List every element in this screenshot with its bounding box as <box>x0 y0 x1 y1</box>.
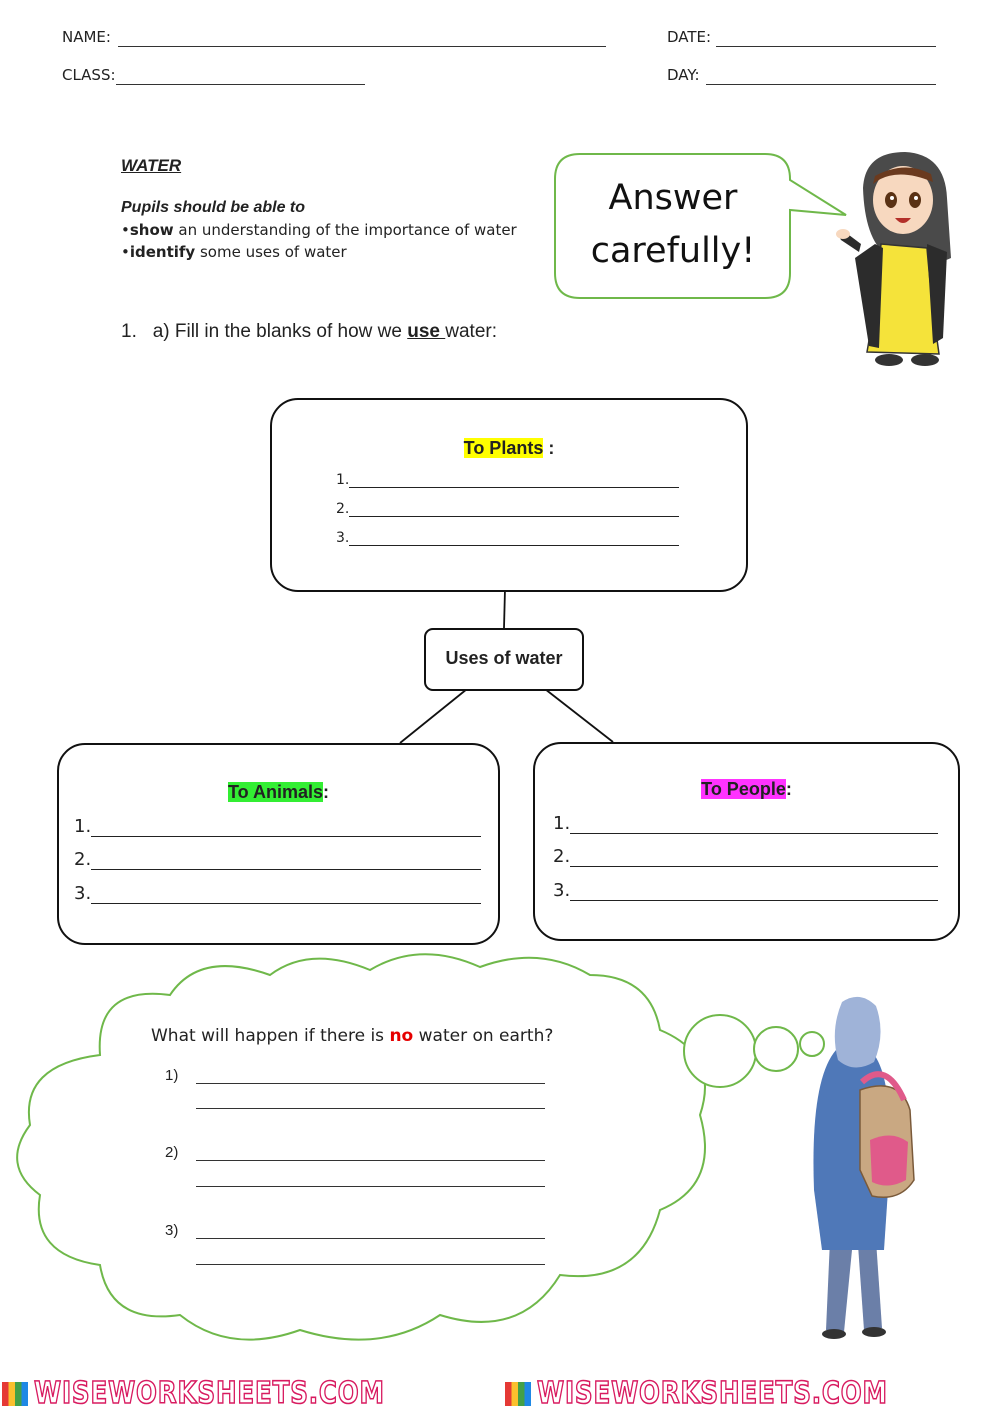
thought-cloud <box>0 945 830 1365</box>
brand-logo-icon <box>2 1382 28 1406</box>
plants-label: To Plants : <box>463 438 555 458</box>
speech-line-1: Answer <box>608 178 738 218</box>
brand-logo-icon-2 <box>505 1382 531 1406</box>
cloud-answer-1a[interactable] <box>196 1083 545 1084</box>
people-box <box>533 742 960 941</box>
cloud-item-2-label: 2) <box>165 1144 179 1161</box>
cloud-answer-2b[interactable] <box>196 1186 545 1187</box>
thinking-girl-illustration <box>800 990 930 1350</box>
animals-label: To Animals: <box>227 782 329 802</box>
plants-answer-2[interactable]: 2. <box>336 501 679 517</box>
cloud-item-3-label: 3) <box>165 1222 179 1239</box>
people-answer-1[interactable]: 1. <box>553 813 938 834</box>
people-answer-3[interactable]: 3. <box>553 880 938 901</box>
animals-answer-1[interactable]: 1. <box>74 816 481 837</box>
people-label: To People: <box>701 779 792 799</box>
question-number: 1. <box>121 321 137 342</box>
objective-1: •show an understanding of the importance of water <box>121 221 517 239</box>
cloud-item-1-label: 1) <box>165 1067 179 1084</box>
question-text: a) Fill in the blanks of how we <box>152 321 408 342</box>
plants-box <box>270 398 748 592</box>
objective-2: •identify some uses of water <box>121 243 347 261</box>
day-label: DAY: <box>667 66 700 84</box>
question-suffix: water: <box>445 321 497 342</box>
uses-of-water-label: Uses of water <box>445 648 563 668</box>
animals-answer-2[interactable]: 2. <box>74 849 481 870</box>
footer-brand-strip <box>0 1376 1000 1410</box>
animals-answer-3[interactable]: 3. <box>74 883 481 904</box>
cloud-answer-3b[interactable] <box>196 1264 545 1265</box>
question-keyword: use <box>407 321 446 342</box>
cloud-answer-1b[interactable] <box>196 1108 545 1109</box>
topic-title: WATER <box>121 156 182 175</box>
animals-box <box>57 743 500 945</box>
speech-line-2: carefully! <box>590 231 756 271</box>
objectives-heading: Pupils should be able to <box>121 199 306 216</box>
date-label: DATE: <box>667 28 712 46</box>
class-label: CLASS: <box>62 66 116 84</box>
cloud-answer-2a[interactable] <box>196 1160 545 1161</box>
cloud-question: What will happen if there is no water on earth? <box>151 1026 554 1046</box>
people-answer-2[interactable]: 2. <box>553 846 938 867</box>
name-label: NAME: <box>62 28 111 46</box>
plants-answer-3[interactable]: 3. <box>336 530 679 546</box>
cloud-answer-3a[interactable] <box>196 1238 545 1239</box>
plants-answer-1[interactable]: 1. <box>336 472 679 488</box>
footer-brand-text-2: WISEWORKSHEETS.COM <box>537 1376 888 1410</box>
footer-brand-text: WISEWORKSHEETS.COM <box>34 1376 385 1410</box>
cloud-keyword: no <box>389 1026 414 1046</box>
